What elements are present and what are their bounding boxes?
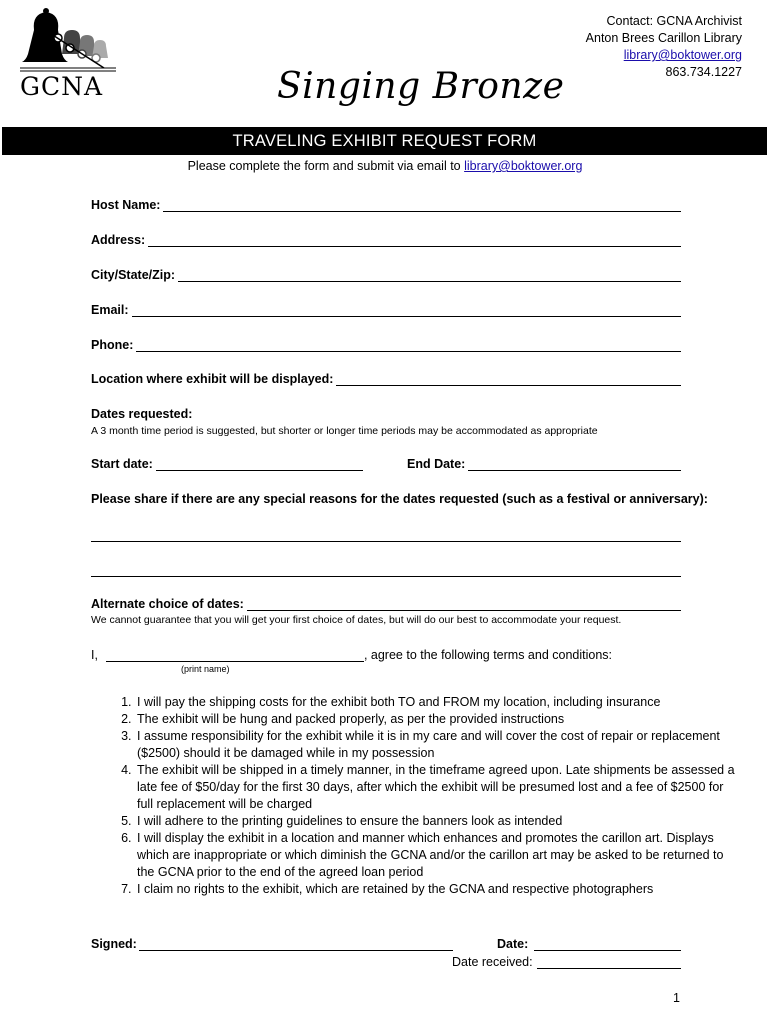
form-title-banner	[2, 127, 767, 155]
contact-email-link[interactable]: library@boktower.org	[623, 48, 742, 62]
instruction-text: Please complete the form and submit via email to	[187, 159, 465, 173]
date-received-label: Date received:	[452, 955, 533, 969]
term-item: 3. I assume responsibility for the exhibit while it is in my care and will cover the cost of repair or replacement ($2500) should it be damaged while in my possession	[135, 728, 735, 762]
dates-requested-label: Dates requested:	[91, 407, 193, 421]
city-state-zip-line[interactable]	[178, 269, 681, 282]
location-line[interactable]	[336, 373, 681, 386]
host-name-label: Host Name:	[91, 198, 161, 212]
form-title: TRAVELING EXHIBIT REQUEST FORM	[232, 131, 537, 150]
date-received-line[interactable]	[537, 956, 681, 969]
contact-block	[586, 13, 742, 81]
term-item: 7. I claim no rights to the exhibit, which are retained by the GCNA and respective photographers	[135, 881, 735, 898]
signed-label: Signed:	[91, 937, 137, 951]
end-date-line[interactable]	[468, 458, 681, 471]
location-label: Location where exhibit will be displayed:	[91, 372, 334, 386]
host-name-field[interactable]	[91, 198, 681, 212]
contact-library: Anton Brees Carillon Library	[585, 31, 742, 45]
location-field[interactable]	[91, 372, 681, 386]
page-number: 1	[673, 991, 680, 1005]
date-line[interactable]	[534, 938, 681, 951]
end-date-field[interactable]	[407, 457, 681, 471]
agreement-line	[91, 648, 612, 662]
term-item: 2. The exhibit will be hung and packed properly, as per the provided instructions	[135, 711, 735, 728]
address-field[interactable]	[91, 233, 681, 247]
email-label: Email:	[91, 303, 129, 317]
term-item: 5. I will adhere to the printing guidelines to ensure the banners look as intended	[135, 813, 735, 830]
host-name-line[interactable]	[163, 199, 681, 212]
phone-label: Phone:	[91, 338, 134, 352]
date-field[interactable]	[497, 937, 681, 951]
start-date-field[interactable]	[91, 457, 363, 471]
address-label: Address:	[91, 233, 146, 247]
contact-title: Contact: GCNA Archivist	[606, 14, 742, 28]
alternate-note: We cannot guarantee that you will get your first choice of dates, but will do our best to accommodate your request.	[91, 614, 622, 626]
date-label: Date:	[497, 937, 529, 951]
phone-field[interactable]	[91, 338, 681, 352]
special-reasons-label: Please share if there are any special reasons for the dates requested (such as a festival or anniversary):	[91, 492, 708, 506]
end-date-label: End Date:	[407, 457, 466, 471]
term-item: 1. I will pay the shipping costs for the exhibit both TO and FROM my location, including insurance	[135, 694, 735, 711]
signed-field[interactable]	[91, 937, 453, 951]
start-date-line[interactable]	[156, 458, 363, 471]
special-reasons-line-2[interactable]	[91, 576, 681, 577]
address-line[interactable]	[148, 234, 681, 247]
agreement-prefix: I,	[91, 648, 98, 662]
signed-line[interactable]	[139, 938, 453, 951]
start-date-label: Start date:	[91, 457, 153, 471]
instruction	[0, 159, 770, 173]
contact-phone: 863.734.1227	[665, 65, 742, 79]
terms-list	[90, 694, 735, 898]
email-line[interactable]	[132, 304, 681, 317]
agreement-suffix: , agree to the following terms and conditions:	[363, 648, 613, 662]
phone-line[interactable]	[136, 339, 681, 352]
print-name-caption: (print name)	[181, 664, 230, 674]
term-item: 4. The exhibit will be shipped in a timely manner, in the timeframe agreed upon. Late shipments be assessed a late fee of $50/day for the first 30 days, after which the exhibit will be presumed lost and a fee of $2500 for full replacement will be charged	[135, 762, 735, 813]
logo-text: GCNA	[20, 72, 104, 101]
instruction-email-link[interactable]: library@boktower.org	[464, 159, 583, 173]
email-field[interactable]	[91, 303, 681, 317]
city-state-zip-label: City/State/Zip:	[91, 268, 176, 282]
alternate-dates-line[interactable]	[247, 598, 681, 611]
print-name-line[interactable]	[106, 649, 364, 662]
city-state-zip-field[interactable]	[91, 268, 681, 282]
alternate-dates-field[interactable]	[91, 597, 681, 611]
special-reasons-line-1[interactable]	[91, 541, 681, 542]
brand-title: Singing Bronze	[277, 66, 565, 107]
term-item: 6. I will display the exhibit in a location and manner which enhances and promotes the carillon art. Displays which are inappropriate or which diminish the GCNA and/or the carillon art may be asked to be returned to the GCNA prior to the end of the agreed loan period	[135, 830, 735, 881]
alternate-dates-label: Alternate choice of dates:	[91, 597, 244, 611]
date-received-field[interactable]	[452, 955, 681, 969]
dates-note: A 3 month time period is suggested, but shorter or longer time periods may be accommodated as appropriate	[91, 425, 598, 437]
